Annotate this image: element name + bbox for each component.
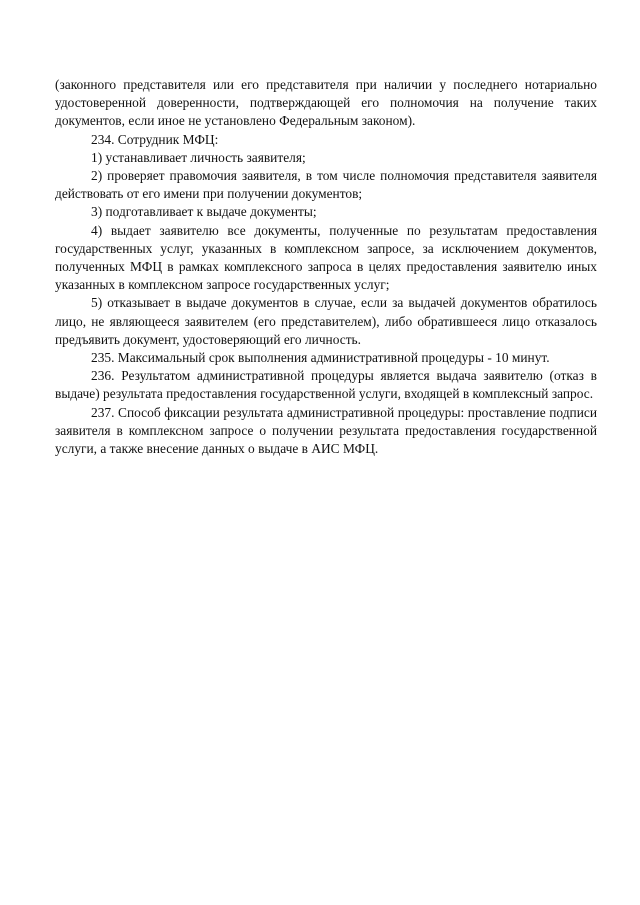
- paragraph-237: 237. Способ фиксации результата административной процедуры: проставление подписи заявителя в комплексном запросе о получении результата предоставления государственной услуги, а также внесение данных о выдаче в АИС МФЦ.: [55, 404, 597, 457]
- paragraph-continuation: (законного представителя или его представителя при наличии у последнего нотариально удостоверенной доверенности, подтверждающей его полномочия на получение таких документов, если иное не установлено Федеральным законом).: [55, 77, 597, 129]
- list-item-2: 2) проверяет правомочия заявителя, в том числе полномочия представителя заявителя действовать от его имени при получении документов;: [55, 168, 597, 202]
- list-item-5: 5) отказывает в выдаче документов в случае, если за выдачей документов обратилось лицо, не являющееся заявителем (его представителем), либо обратившееся лицо отказалось предъявить документ, удостоверяющий его личность.: [55, 295, 597, 347]
- list-item-3: 3) подготавливает к выдаче документы;: [91, 204, 317, 220]
- paragraph-236: 236. Результатом административной процедуры является выдача заявителю (отказ в выдаче) результата предоставления государственной услуги, входящей в комплексный запрос.: [55, 368, 597, 402]
- list-item-1: 1) устанавливает личность заявителя;: [91, 149, 306, 165]
- paragraph-234: 234. Сотрудник МФЦ:: [91, 131, 219, 147]
- paragraph-235: 235. Максимальный срок выполнения административной процедуры - 10 минут.: [91, 350, 550, 366]
- document-page: [55, 76, 597, 458]
- list-item-4: 4) выдает заявителю все документы, полученные по результатам предоставления государственных услуг, указанных в комплексном запросе, за исключением документов, полученных МФЦ в рамках комплексного запроса в целях предоставления заявителю иных указанных в комплексном запросе государственных услуг;: [55, 222, 597, 293]
